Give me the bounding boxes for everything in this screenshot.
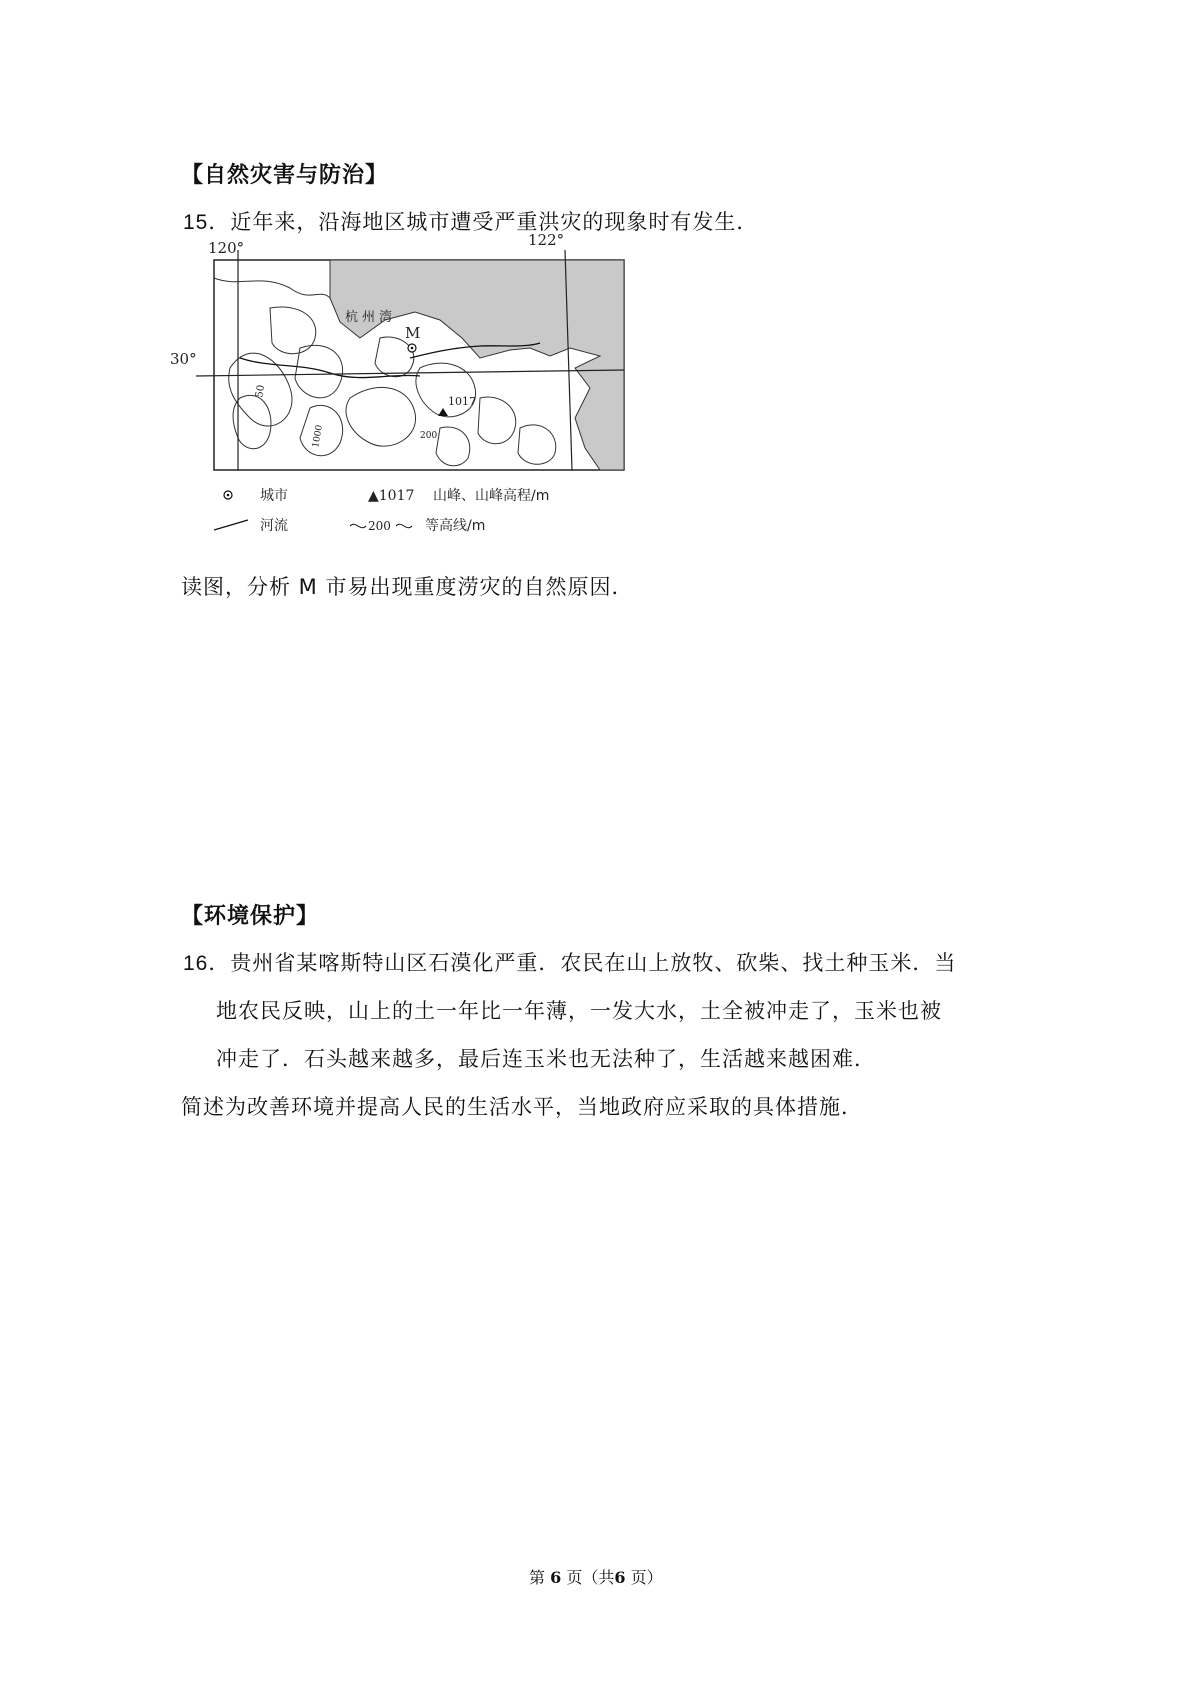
question-16-line-2: 地农民反映，山上的土一年比一年薄，一发大水，土全被冲走了，玉米也被 [216,999,942,1023]
footer-middle: 页（共 [566,1568,615,1587]
question-16-line-3: 冲走了．石头越来越多，最后连玉米也无法种了，生活越来越困难． [216,1047,876,1071]
page-footer [529,1565,663,1588]
contour-label: 50 [254,384,268,399]
hangzhou-bay-map [170,231,640,560]
legend-river-icon [214,520,248,530]
legend-peak-symbol: ▲1017 [368,488,415,504]
question-number: 15． [183,211,231,234]
legend-city-label: 城市 [260,488,288,504]
question-number: 16． [183,952,231,975]
legend-peak-label: 山峰、山峰高程/m [433,488,550,504]
footer-suffix: 页） [630,1568,663,1587]
legend-contour-label: 等高线/m [425,518,486,534]
section-title-environment: 【环境保护】 [181,904,320,929]
footer-prefix: 第 [529,1568,546,1587]
question-text-line: 近年来，沿海地区城市遭受严重洪灾的现象时有发生． [230,210,759,234]
peak-value: 1017 [448,395,476,408]
question-16-prompt: 简述为改善环境并提高人民的生活水平，当地政府应采取的具体措施． [181,1095,863,1119]
contour-label: 200 [420,431,438,441]
lon-label-122: 122° [528,231,565,249]
footer-page-number: 6 [550,1568,562,1587]
lat-label-30: 30° [170,350,197,368]
question-15 [183,206,758,236]
question-16-line-1 [183,947,956,977]
footer-total-pages: 6 [614,1568,626,1587]
legend-contour-icon [350,524,366,527]
lon-label-120: 120° [208,239,245,257]
legend-river-label: 河流 [260,518,288,534]
legend-contour-value: 200 [368,519,391,533]
section-title-natural-hazards: 【自然灾害与防治】 [181,163,389,188]
question-text-line: 贵州省某喀斯特山区石漠化严重．农民在山上放牧、砍柴、找土种玉米．当 [230,951,957,975]
contour-label: 1000 [311,424,325,449]
map-figure [170,231,640,560]
question-15-prompt: 读图，分析 M 市易出现重度涝灾的自然原因． [181,575,634,599]
bay-label: 杭州湾 [345,310,397,325]
city-m-label: M [405,324,421,342]
